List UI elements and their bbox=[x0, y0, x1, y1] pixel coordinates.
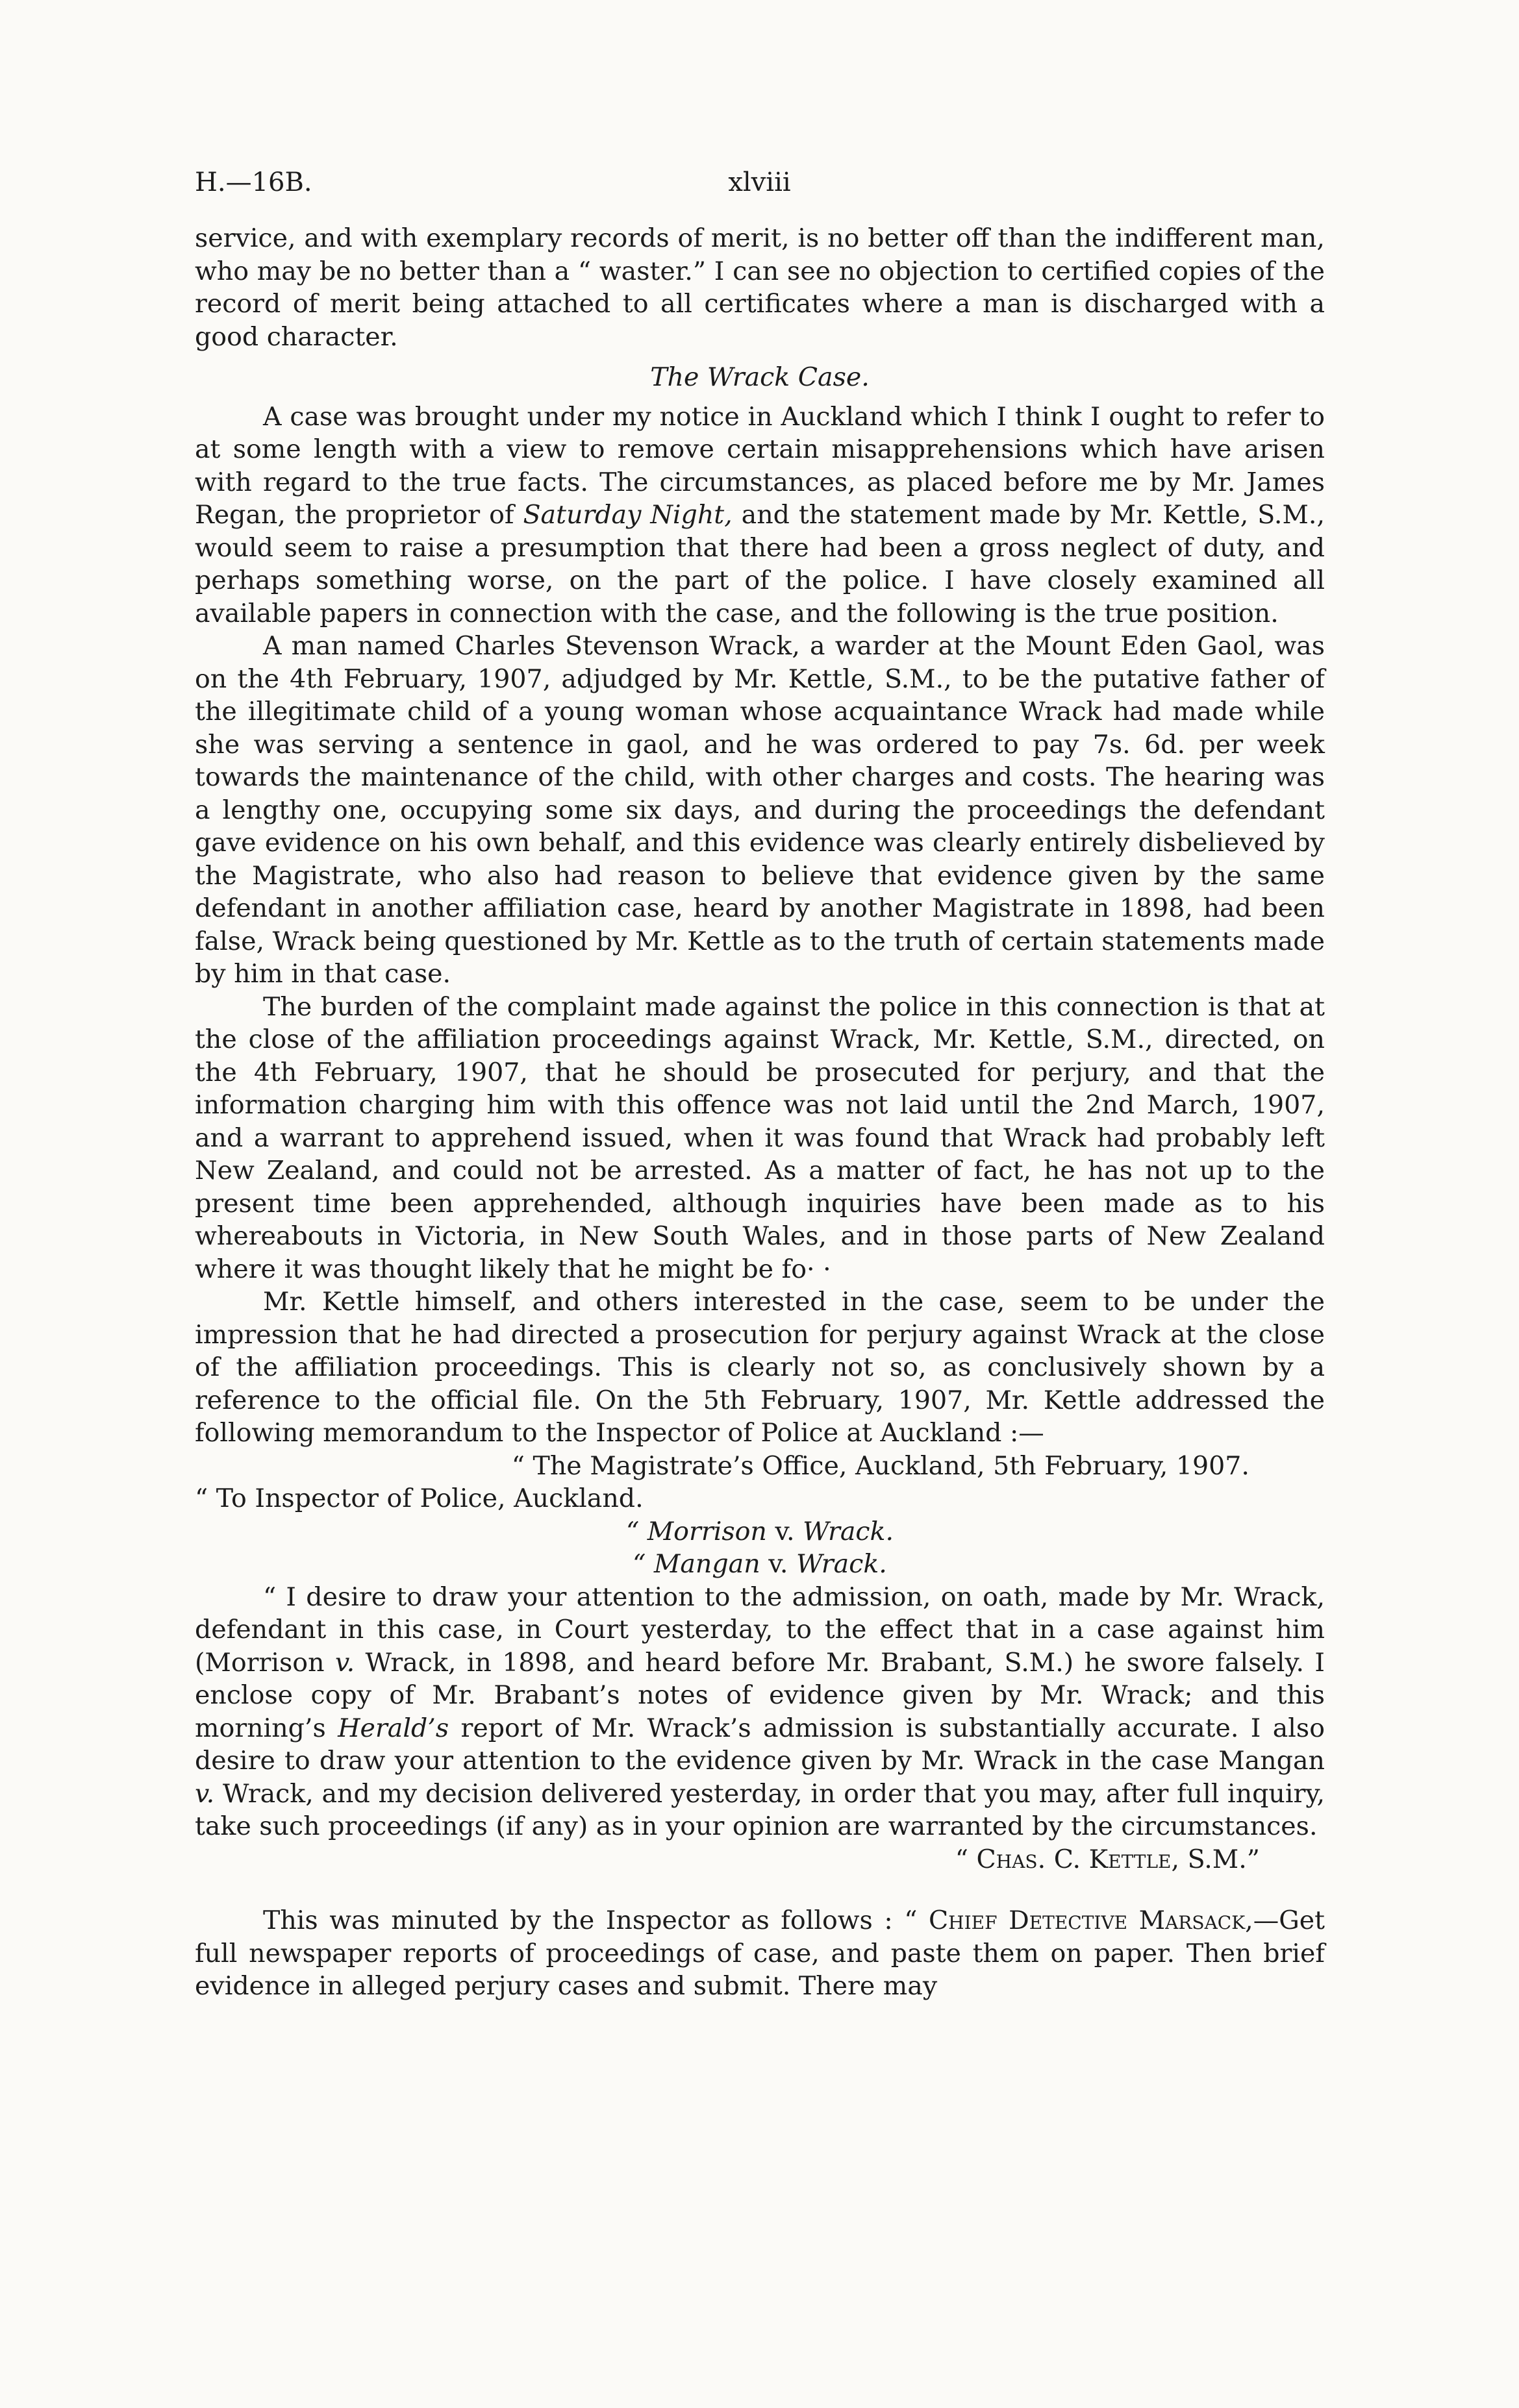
versus: v. bbox=[195, 1778, 215, 1809]
signature: “ Chas. C. Kettle, S.M.” bbox=[955, 1844, 1260, 1874]
section-heading: The Wrack Case. bbox=[650, 362, 870, 392]
versus: v. bbox=[334, 1647, 355, 1678]
paragraph-text: Get full newspaper reports of proceedings of case, and paste them on paper. Then brief evidence in alleged perjury cases and submit. There may bbox=[195, 1905, 1325, 2001]
document-reference: H.—16B. bbox=[195, 168, 312, 197]
paragraph: The burden of the complaint made against the police in this connection is that at the close of the affiliation proceedings against Wrack, Mr. Kettle, S.M., directed, on the 4th February, 1907, that he should be prosecuted for perjury, and that the information charging him with this offence was not laid until the 2nd March, 1907, and a warrant to apprehend issued, when it was found that Wrack had probably left New Zealand, and could not be arrested. As a matter of fact, he has not up to the present time been apprehended, although inquiries have been made as to his whereabouts in Victoria, in New South Wales, and in those parts of New Zealand where it was thought likely that he might be fo· · bbox=[195, 991, 1325, 1284]
addressee: “ Chief Detective Marsack,— bbox=[904, 1905, 1279, 1935]
paragraph-text: and the statement made by Mr. Kettle, S.M., would seem to raise a presumption that there had been a gross neglect of duty, and perhaps something worse, on the part of the police. I have closely examined all available papers in connection with the case, and the following is the true position. bbox=[195, 500, 1325, 628]
memo-text: report of Mr. Wrack’s admission is substantially accurate. I also desire to draw your attention to the evidence given by Mr. Wrack in the case Mangan bbox=[195, 1713, 1325, 1776]
quote-mark: “ bbox=[625, 1516, 640, 1546]
paragraph bbox=[195, 401, 1325, 630]
paragraph-continued: service, and with exemplary records of merit, is no better off than the indifferent man, who may be no better than a “ waster.” I can see no objection to certified copies of the record of merit being attached to all certificates where a man is discharged with a good character. bbox=[195, 223, 1325, 352]
publication-title: Saturday Night, bbox=[523, 500, 733, 530]
quote-mark: “ bbox=[633, 1549, 646, 1579]
memo-text: Wrack, and my decision delivered yesterday, in order that you may, after full inquiry, take such proceedings (if any) as in your opinion are warranted by the circumstances. bbox=[195, 1778, 1325, 1841]
memo-heading: “ The Magistrate’s Office, Auckland, 5th February, 1907. bbox=[511, 1450, 1249, 1481]
publication-title: Herald’s bbox=[338, 1713, 449, 1743]
party-name: Morrison bbox=[647, 1516, 767, 1546]
case-title bbox=[195, 1515, 1325, 1548]
paragraph bbox=[195, 1904, 1325, 2003]
page-header bbox=[195, 168, 1324, 206]
paragraph: A man named Charles Stevenson Wrack, a warder at the Mount Eden Gaol, was on the 4th February, 1907, adjudged by Mr. Kettle, S.M., to be the putative father of the illegitimate child of a young woman whose acquaintance Wrack had made while she was serving a sentence in gaol, and he was ordered to pay 7s. 6d. per week towards the maintenance of the child, with other charges and costs. The hearing was a lengthy one, occupying some six days, and during the proceedings the defendant gave evidence on his own behalf, and this evidence was clearly entirely disbelieved by the Magistrate, who also had reason to believe that evidence given by the same defendant in another affiliation case, heard by another Magistrate in 1898, had been false, Wrack being questioned by Mr. Kettle as to the truth of certain statements made by him in that case. bbox=[195, 631, 1325, 989]
page-number: xlviii bbox=[728, 168, 791, 197]
versus: v. bbox=[775, 1516, 795, 1546]
paragraph: Mr. Kettle himself, and others interested in the case, seem to be under the impression that he had directed a prosecution for perjury against Wrack at the close of the affiliation proceedings. This is clearly not so, as conclusively shown by a reference to the official file. On the 5th February, 1907, Mr. Kettle addressed the following memorandum to the Inspector of Police at Auckland :— bbox=[195, 1287, 1325, 1448]
party-name: Wrack. bbox=[803, 1516, 894, 1546]
memo-text: “ I desire to draw your attention to the admission, on oath, made by Mr. Wrack, defendant in this case, in Court yesterday, to the effect that in a case against him (Morrison bbox=[195, 1582, 1325, 1678]
memo-body bbox=[195, 1581, 1325, 1843]
case-title bbox=[195, 1548, 1325, 1581]
versus: v. bbox=[768, 1549, 788, 1579]
paragraph-text: This was minuted by the Inspector as follows : bbox=[263, 1905, 893, 1935]
memo-recipient: “ To Inspector of Police, Auckland. bbox=[195, 1483, 644, 1513]
document-body bbox=[195, 222, 1325, 2003]
memo-text: Wrack, in 1898, and heard before Mr. Brabant, S.M.) he swore falsely. I enclose copy of Mr. Brabant’s notes of evidence given by Mr. Wrack; and this morning’s bbox=[195, 1647, 1325, 1743]
party-name: Mangan bbox=[653, 1549, 760, 1579]
party-name: Wrack. bbox=[796, 1549, 887, 1579]
paragraph-text: A case was brought under my notice in Auckland which I think I ought to refer to at some length with a view to remove certain misapprehensions which have arisen with regard to the true facts. The circumstances, as placed before me by Mr. James Regan, the proprietor of bbox=[195, 401, 1325, 530]
